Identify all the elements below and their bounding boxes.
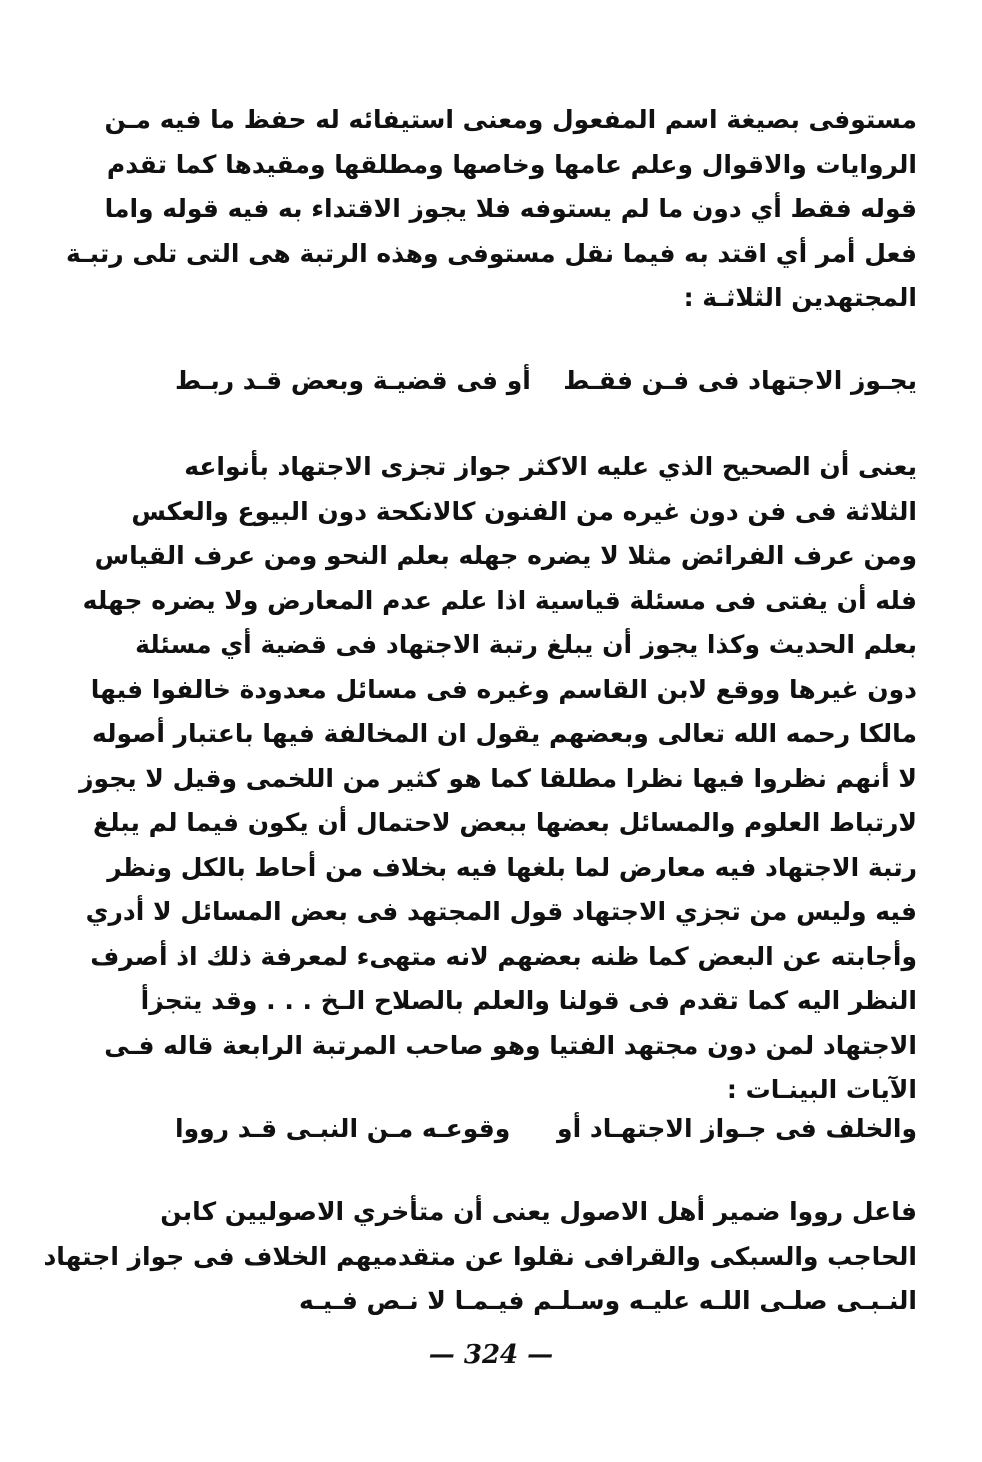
text-line: لارتباط العلوم والمسائل بعضها ببعض لاحتمال أن يكون فيما لم يبلغ: [93, 808, 917, 837]
text-line: دون غيرها ووقع لابن القاسم وغيره فى مسائل معدودة خالفوا فيها: [90, 674, 917, 704]
text-line: النظر اليه كما تقدم فى قولنا والعلم بالصلاح الـخ . . . وقد يتجزأ: [140, 986, 917, 1015]
text-line: يعنى أن الصحيح الذي عليه الاكثر جواز تجزى الاجتهاد بأنواعه: [184, 452, 917, 481]
text-line: بعلم الحديث وكذا يجوز أن يبلغ رتبة الاجتهاد فى قضية أي مسئلة: [135, 630, 917, 659]
text-line: مستوفى بصيغة اسم المفعول ومعنى استيفائه له حفظ ما فيه مـن: [104, 105, 917, 134]
text-line: فيه وليس من تجزي الاجتهاد قول المجتهد فى بعض المسائل لا أدري: [85, 897, 917, 926]
paragraph-3: [43, 1190, 917, 1324]
text-line: لا أنهم نظروا فيها نظرا مطلقا كما هو كثير من اللخمى وقيل لا يجوز: [79, 763, 917, 793]
text-line: الاجتهاد لمن دون مجتهد الفتيا وهو صاحب المرتبة الرابعة قاله فـى: [104, 1030, 917, 1060]
verse-hemistich-left: وقوعـه مـن النبـى قـد رووا: [175, 1114, 511, 1143]
verse-hemistich-right: والخلف فى جـواز الاجتهـاد أو: [557, 1114, 917, 1143]
text-line: الثلاثة فى فن دون غيره من الفنون كالانكحة دون البيوع والعكس: [131, 496, 917, 526]
verse-2: [175, 1114, 917, 1143]
verse-1: [175, 366, 917, 395]
text-line: الروايات والاقوال وعلم عامها وخاصها ومطلقها ومقيدها كما تقدم: [106, 149, 917, 179]
text-line: قوله فقط أي دون ما لم يستوفه فلا يجوز الاقتداء به فيه قوله واما: [104, 194, 917, 223]
text-line: رتبة الاجتهاد فيه معارض لما بلغها فيه بخلاف من أحاط بالكل ونظر: [107, 852, 917, 882]
text-line: فاعل رووا ضمير أهل الاصول يعنى أن متأخري الاصوليين كابن: [160, 1197, 917, 1226]
paragraph-2: [79, 445, 917, 1113]
text-line: فعل أمر أي اقتد به فيما نقل مستوفى وهذه الرتبة هى التى تلى رتبـة: [65, 238, 917, 268]
page-number: — 324 —: [428, 1340, 554, 1370]
text-line: مالكا رحمه الله تعالى وبعضهم يقول ان المخالفة فيها باعتبار أصوله: [92, 719, 917, 748]
paragraph-1: [65, 98, 917, 321]
verse-hemistich-right: يجـوز الاجتهاد فى فـن فقـط: [563, 366, 917, 395]
text-line: وأجابته عن البعض كما ظنه بعضهم لانه متهىء لمعرفة ذلك اذ أصرف: [90, 941, 917, 971]
text-line: الآيات البينـات :: [726, 1075, 917, 1104]
text-line: فله أن يفتى فى مسئلة قياسية اذا علم عدم المعارض ولا يضره جهله: [82, 585, 917, 615]
text-line: المجتهدين الثلاثـة :: [683, 283, 917, 312]
text-line: ومن عرف الفرائض مثلا لا يضره جهله بعلم النحو ومن عرف القياس: [94, 541, 917, 570]
verse-hemistich-left: أو فى قضيـة وبعض قـد ربـط: [175, 366, 531, 395]
text-line: النـبـى صلـى اللـه عليـه وسـلـم فيـمـا لا نـص فـيـه: [299, 1286, 917, 1315]
text-line: الحاجب والسبكى والقرافى نقلوا عن متقدميهم الخلاف فى جواز اجتهاد: [43, 1241, 917, 1271]
